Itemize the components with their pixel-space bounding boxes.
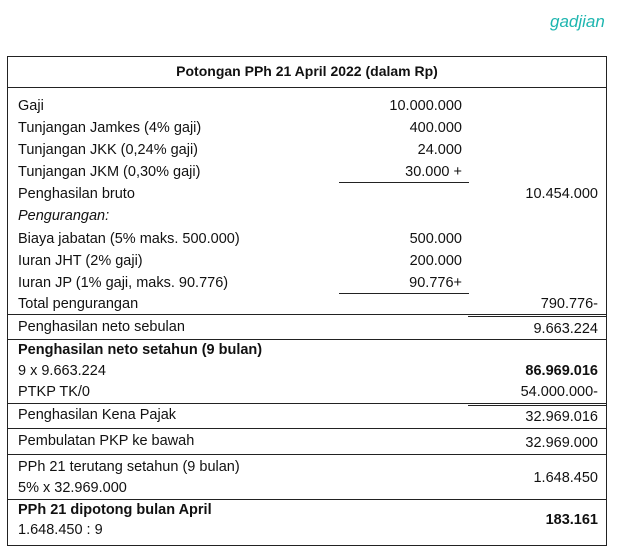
neto-setahun-calc-label: 9 x 9.663.224: [18, 363, 106, 379]
gaji-label: Gaji: [18, 98, 44, 114]
jp-value: 90.776+: [409, 275, 462, 291]
pembulatan-value: 32.969.000: [525, 435, 598, 451]
jht-value: 200.000: [409, 253, 462, 269]
jht-label: Iuran JHT (2% gaji): [18, 253, 143, 269]
jamkes-value: 400.000: [409, 120, 462, 136]
pph-setahun-calc: 5% x 32.969.000: [18, 480, 127, 496]
neto-sebulan-value: 9.663.224: [533, 321, 598, 337]
total-pengurangan-label: Total pengurangan: [18, 296, 139, 312]
gadjian-logo: [548, 8, 616, 34]
jamkes-label: Tunjangan Jamkes (4% gaji): [18, 120, 202, 136]
jkm-label: Tunjangan JKM (0,30% gaji): [18, 164, 201, 180]
pph-april-value: 183.161: [545, 512, 598, 528]
row-divider-2: [8, 339, 606, 340]
pengurangan-heading: Pengurangan:: [18, 208, 110, 224]
biaya-jabatan-label: Biaya jabatan (5% maks. 500.000): [18, 231, 240, 247]
neto-setahun-value: 86.969.016: [525, 363, 598, 379]
neto-setahun-heading: Penghasilan neto setahun (9 bulan): [18, 342, 263, 358]
pembulatan-label: Pembulatan PKP ke bawah: [18, 433, 195, 449]
row-divider-6: [8, 499, 606, 500]
pkp-label: Penghasilan Kena Pajak: [18, 407, 177, 423]
ptkp-value: 54.000.000-: [520, 384, 598, 400]
biaya-jabatan-value: 500.000: [409, 231, 462, 247]
total-underline-2: [468, 405, 606, 406]
row-divider-4: [8, 428, 606, 429]
bruto-label: Penghasilan bruto: [18, 186, 135, 202]
pph-setahun-value: 1.648.450: [533, 470, 598, 486]
ptkp-label: PTKP TK/0: [18, 384, 90, 400]
total-underline-1: [468, 316, 606, 317]
row-divider-3: [8, 403, 606, 404]
pph-april-label: PPh 21 dipotong bulan April: [18, 502, 212, 518]
gadjian-logo-icon: [548, 8, 616, 34]
jp-label: Iuran JP (1% gaji, maks. 90.776): [18, 275, 229, 291]
neto-sebulan-label: Penghasilan neto sebulan: [18, 319, 185, 335]
subtotal-underline-2: [339, 293, 469, 294]
gaji-value: 10.000.000: [389, 98, 462, 114]
bruto-value: 10.454.000: [525, 186, 598, 202]
pkp-value: 32.969.016: [525, 409, 598, 425]
jkm-value: 30.000 +: [405, 164, 462, 180]
svg-text:gadjian: gadjian: [550, 12, 605, 31]
table-title: Potongan PPh 21 April 2022 (dalam Rp): [8, 57, 606, 88]
jkk-value: 24.000: [417, 142, 462, 158]
total-pengurangan-value: 790.776-: [540, 296, 598, 312]
pph-april-calc: 1.648.450 : 9: [18, 522, 103, 538]
row-divider-1: [8, 314, 606, 315]
pph-setahun-label: PPh 21 terutang setahun (9 bulan): [18, 459, 240, 475]
jkk-label: Tunjangan JKK (0,24% gaji): [18, 142, 199, 158]
subtotal-underline-1: [339, 182, 469, 183]
tax-table: [7, 56, 607, 546]
row-divider-5: [8, 454, 606, 455]
